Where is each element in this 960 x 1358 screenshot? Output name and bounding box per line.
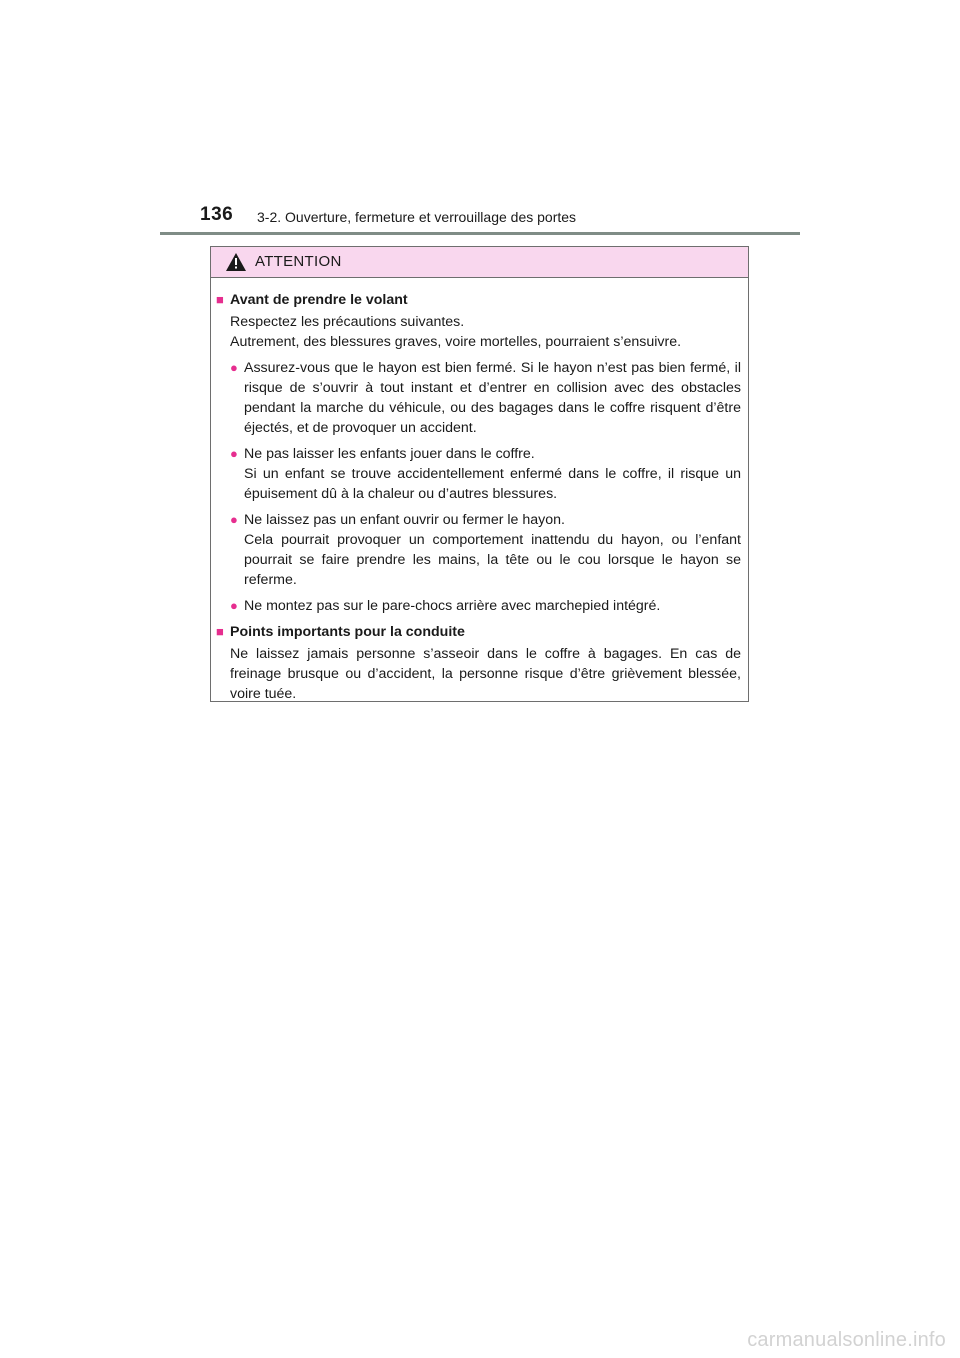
bullet-text [244,444,741,504]
section-heading-text: Points importants pour la conduite [230,624,465,640]
warning-content [211,278,748,702]
bullet-line: Assurez-vous que le hayon est bien fermé. Si le hayon n’est pas bien fermé, il risque de s’ouvrir à tout instant et d’entrer en collision avec des obstacles pendant la marche du véhicule, ou des bagages dans le coffre risquent d’être éjectés, et de provoquer un accident. [244,360,741,436]
warning-triangle-icon [226,253,246,271]
bullet-item [230,358,741,438]
round-bullet-icon: ● [230,446,238,461]
watermark: carmanualsonline.info [747,1329,946,1351]
warning-title-bar [211,247,748,278]
intro-line: Autrement, des blessures graves, voire mortelles, pourraient s’ensuivre. [230,334,682,350]
bullet-item [230,596,741,616]
section-heading [216,622,741,642]
warning-box [210,246,749,702]
bullet-line: Ne montez pas sur le pare-chocs arrière avec marchepied intégré. [244,598,661,614]
section-header: 3-2. Ouverture, fermeture et verrouillage des portes [257,209,577,225]
warning-title: ATTENTION [255,253,342,270]
section-intro [230,312,741,352]
square-bullet-icon: ■ [216,292,224,307]
intro-line: Ne laissez jamais personne s’asseoir dans le coffre à bagages. En cas de freinage brusque ou d’accident, la personne risque d’être grièvement blessée, voire tuée. [230,646,741,702]
bullet-line: Cela pourrait provoquer un comportement inattendu du hayon, ou l’enfant pourrait se faire prendre les mains, la tête ou le cou lorsque le hayon se referme. [244,532,741,588]
bullet-item [230,510,741,590]
bullet-item [230,444,741,504]
round-bullet-icon: ● [230,598,238,613]
bullet-text [244,510,741,590]
bullet-line: Ne pas laisser les enfants jouer dans le coffre. [244,446,535,462]
bullet-line: Si un enfant se trouve accidentellement enfermé dans le coffre, il risque un épuisement dû à la chaleur ou d’autres blessures. [244,466,741,502]
intro-line: Respectez les précautions suivantes. [230,314,465,330]
header-rule [160,232,800,235]
round-bullet-icon: ● [230,512,238,527]
bullet-line: Ne laissez pas un enfant ouvrir ou fermer le hayon. [244,512,565,528]
section-intro [230,644,741,702]
bullet-text [244,596,741,616]
square-bullet-icon: ■ [216,624,224,639]
page-number: 136 [200,204,234,225]
bullet-text [244,358,741,438]
round-bullet-icon: ● [230,360,238,375]
section-heading [216,290,741,310]
section-heading-text: Avant de prendre le volant [230,292,408,308]
